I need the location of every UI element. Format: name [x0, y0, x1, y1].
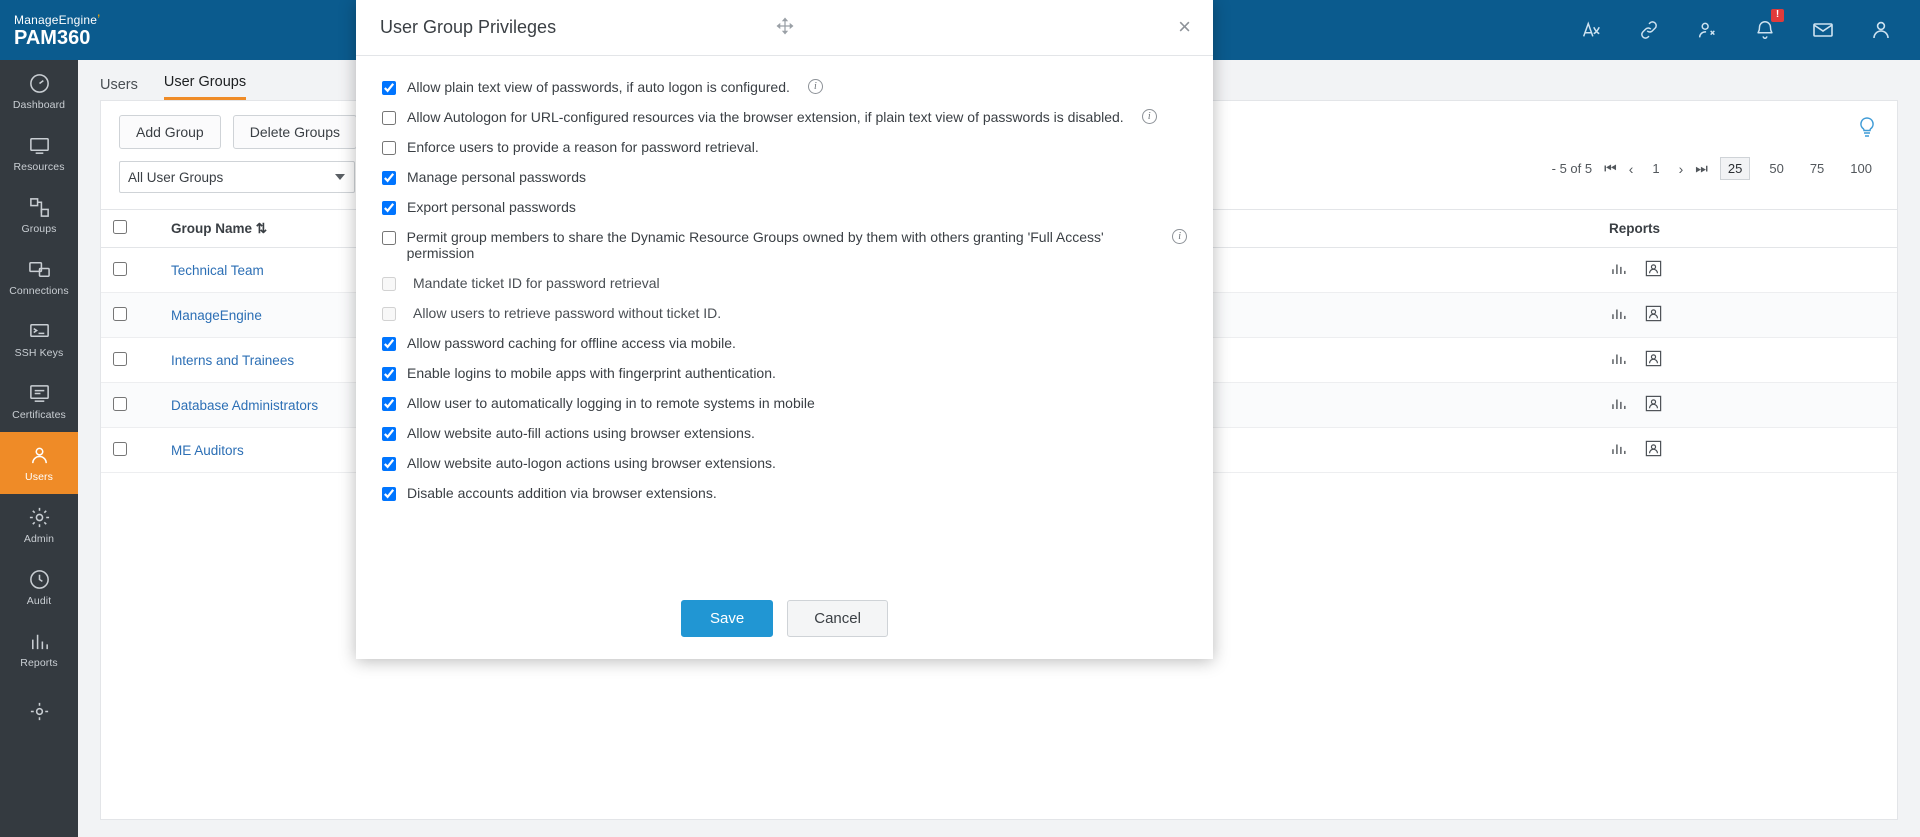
row-checkbox[interactable]	[113, 442, 127, 456]
sidebar-label-resources: Resources	[13, 161, 65, 173]
row-select-cell	[101, 428, 159, 473]
ssh-keys-icon	[28, 319, 51, 344]
sidebar-label-connections: Connections	[9, 285, 69, 297]
privilege-label: Allow password caching for offline access via mobile.	[407, 335, 736, 351]
group-name-link[interactable]: ManageEngine	[171, 307, 262, 323]
privilege-label: Allow plain text view of passwords, if auto logon is configured.	[407, 79, 790, 95]
sidebar-item-dashboard[interactable]	[0, 60, 78, 122]
sidebar-item-resources[interactable]	[0, 122, 78, 184]
privilege-option	[382, 298, 1187, 328]
privilege-option[interactable]	[382, 72, 1187, 102]
privilege-checkbox[interactable]	[382, 141, 396, 155]
row-reports-cell	[1597, 293, 1897, 338]
info-icon[interactable]: i	[1172, 229, 1187, 244]
user-report-icon[interactable]	[1644, 259, 1663, 281]
notifications-icon[interactable]	[1752, 9, 1780, 43]
reports-icon	[28, 629, 51, 654]
sidebar-item-more[interactable]	[0, 680, 78, 742]
privilege-option[interactable]	[382, 132, 1187, 162]
sidebar-item-connections[interactable]	[0, 246, 78, 308]
privilege-label: Enable logins to mobile apps with fingerprint authentication.	[407, 365, 776, 381]
privilege-checkbox[interactable]	[382, 81, 396, 95]
close-icon[interactable]: ×	[1178, 14, 1191, 39]
more-icon	[28, 699, 51, 724]
gear-icon	[28, 505, 51, 530]
sidebar-label-users: Users	[25, 471, 53, 483]
link-icon[interactable]	[1636, 17, 1662, 43]
row-select-cell	[101, 383, 159, 428]
row-checkbox[interactable]	[113, 307, 127, 321]
sidebar-label-admin: Admin	[23, 533, 55, 545]
privilege-label: Disable accounts addition via browser extensions.	[407, 485, 717, 501]
user-report-icon[interactable]	[1644, 349, 1663, 371]
group-name-link[interactable]: Database Administrators	[171, 397, 319, 413]
prev-page-icon[interactable]: ‹	[1628, 160, 1634, 177]
group-name-link[interactable]: Technical Team	[171, 262, 264, 278]
last-page-icon[interactable]: ⏭	[1695, 160, 1708, 176]
pagination-range: - 5 of 5	[1551, 161, 1593, 176]
privilege-option	[382, 268, 1187, 298]
sidebar-label-dashboard: Dashboard	[12, 99, 66, 111]
group-name-header-label: Group Name	[171, 220, 253, 236]
privilege-label: Allow users to retrieve password without ticket ID.	[413, 305, 722, 321]
next-page-icon[interactable]: ›	[1678, 160, 1684, 177]
privilege-checkbox	[382, 307, 396, 321]
dialog-body	[356, 56, 1213, 590]
privilege-label: Enforce users to provide a reason for password retrieval.	[407, 139, 759, 155]
sidebar-item-ssh-keys[interactable]	[0, 308, 78, 370]
sidebar-item-certificates[interactable]	[0, 370, 78, 432]
privilege-option[interactable]	[382, 478, 1187, 508]
info-icon[interactable]: i	[1142, 109, 1157, 124]
group-name-link[interactable]: ME Auditors	[171, 442, 244, 458]
groups-icon	[28, 195, 51, 220]
sidebar-label-ssh-keys: SSH Keys	[14, 347, 64, 359]
privilege-label: Allow user to automatically logging in to remote systems in mobile	[407, 395, 815, 411]
sort-icon[interactable]: ⇅	[255, 220, 268, 236]
privilege-checkbox[interactable]	[382, 337, 396, 351]
manageengine-wordmark	[14, 11, 101, 27]
privilege-option[interactable]	[382, 448, 1187, 478]
privilege-checkbox	[382, 277, 396, 291]
audit-icon	[28, 567, 51, 592]
page-size-50[interactable]: 50	[1769, 161, 1784, 176]
privilege-option[interactable]	[382, 102, 1187, 132]
bar-chart-report-icon[interactable]	[1609, 439, 1628, 461]
privilege-option[interactable]	[382, 222, 1187, 268]
privilege-checkbox[interactable]	[382, 171, 396, 185]
language-icon[interactable]	[1578, 17, 1604, 43]
bar-chart-report-icon[interactable]	[1609, 304, 1628, 326]
mail-icon[interactable]	[1810, 17, 1836, 43]
resources-icon	[28, 133, 51, 158]
row-checkbox[interactable]	[113, 397, 127, 411]
first-page-icon[interactable]: ⏮	[1604, 160, 1617, 176]
group-filter-wrapper	[119, 161, 355, 193]
privilege-option[interactable]	[382, 192, 1187, 222]
row-select-cell	[101, 338, 159, 383]
add-group-button[interactable]: Add Group	[119, 115, 221, 149]
topbar-icon-group	[1578, 0, 1920, 60]
sidebar	[0, 60, 78, 837]
connections-icon	[28, 257, 51, 282]
bar-chart-report-icon[interactable]	[1609, 394, 1628, 416]
delete-groups-button[interactable]: Delete Groups	[233, 115, 357, 149]
dialog-footer	[356, 590, 1213, 659]
row-checkbox[interactable]	[113, 352, 127, 366]
dialog-header	[356, 0, 1213, 56]
row-reports-cell	[1597, 383, 1897, 428]
user-admin-icon[interactable]	[1694, 17, 1720, 43]
product-logo[interactable]	[0, 0, 101, 60]
sidebar-item-audit[interactable]	[0, 556, 78, 618]
page-size-100[interactable]: 100	[1850, 161, 1872, 176]
user-report-icon[interactable]	[1644, 439, 1663, 461]
privilege-checkbox[interactable]	[382, 457, 396, 471]
manageengine-text: ManageEngine	[14, 13, 98, 27]
privilege-option[interactable]	[382, 162, 1187, 192]
help-icon[interactable]	[1855, 115, 1879, 139]
privilege-option[interactable]	[382, 328, 1187, 358]
page-size-25[interactable]: 25	[1720, 157, 1750, 180]
privilege-option[interactable]	[382, 388, 1187, 418]
privilege-label: Manage personal passwords	[407, 169, 586, 185]
reports-header: Reports	[1597, 210, 1897, 248]
pagination	[1552, 157, 1879, 180]
sidebar-item-admin[interactable]	[0, 494, 78, 556]
privilege-label: Allow website auto-logon actions using browser extensions.	[407, 455, 776, 471]
user-group-privileges-dialog	[356, 0, 1213, 659]
privilege-label: Allow Autologon for URL-configured resources via the browser extension, if plain text view of passwords is disabled.	[407, 109, 1124, 125]
tab-user-groups[interactable]: User Groups	[164, 74, 246, 100]
sidebar-item-groups[interactable]	[0, 184, 78, 246]
cancel-button[interactable]: Cancel	[787, 600, 888, 637]
privilege-checkbox[interactable]	[382, 111, 396, 125]
sidebar-label-audit: Audit	[26, 595, 52, 607]
tab-users[interactable]: Users	[100, 77, 138, 93]
sidebar-label-reports: Reports	[20, 657, 58, 669]
save-button[interactable]: Save	[681, 600, 773, 637]
row-select-cell	[101, 293, 159, 338]
row-select-cell	[101, 248, 159, 293]
row-checkbox[interactable]	[113, 262, 127, 276]
privilege-checkbox[interactable]	[382, 367, 396, 381]
page-number[interactable]: 1	[1652, 161, 1660, 176]
bar-chart-report-icon[interactable]	[1609, 349, 1628, 371]
group-name-link[interactable]: Interns and Trainees	[171, 352, 295, 368]
bar-chart-report-icon[interactable]	[1609, 259, 1628, 281]
select-all-header	[101, 210, 159, 248]
privilege-checkbox[interactable]	[382, 427, 396, 441]
privilege-checkbox[interactable]	[382, 201, 396, 215]
row-reports-cell	[1597, 248, 1897, 293]
privilege-label: Allow website auto-fill actions using browser extensions.	[407, 425, 755, 441]
sidebar-item-users[interactable]	[0, 432, 78, 494]
info-icon[interactable]: i	[808, 79, 823, 94]
privilege-label: Permit group members to share the Dynamic Resource Groups owned by them with others granting 'Full Access' permission	[406, 229, 1104, 261]
drag-handle-icon[interactable]	[775, 16, 795, 41]
dialog-title: User Group Privileges	[380, 17, 557, 37]
privilege-label: Export personal passwords	[407, 199, 576, 215]
dashboard-icon	[28, 71, 51, 96]
user-report-icon[interactable]	[1644, 394, 1663, 416]
profile-icon[interactable]	[1868, 17, 1894, 43]
privilege-label: Mandate ticket ID for password retrieval	[413, 275, 660, 291]
group-filter-select[interactable]	[119, 161, 355, 193]
select-all-checkbox[interactable]	[113, 220, 127, 234]
user-report-icon[interactable]	[1644, 304, 1663, 326]
logo-swoosh-icon: ’	[97, 11, 101, 27]
privilege-checkbox[interactable]	[382, 487, 396, 501]
sidebar-label-groups: Groups	[21, 223, 57, 235]
row-reports-cell	[1597, 428, 1897, 473]
pam360-wordmark: PAM360	[14, 27, 91, 49]
row-reports-cell	[1597, 338, 1897, 383]
sidebar-item-reports[interactable]	[0, 618, 78, 680]
privilege-option[interactable]	[382, 418, 1187, 448]
sidebar-label-certificates: Certificates	[12, 409, 66, 421]
certificates-icon	[28, 381, 51, 406]
users-icon	[28, 443, 51, 468]
privilege-checkbox[interactable]	[382, 231, 396, 245]
privilege-checkbox[interactable]	[382, 397, 396, 411]
notification-badge: !	[1771, 9, 1784, 22]
privilege-option[interactable]	[382, 358, 1187, 388]
page-size-75[interactable]: 75	[1809, 161, 1825, 176]
